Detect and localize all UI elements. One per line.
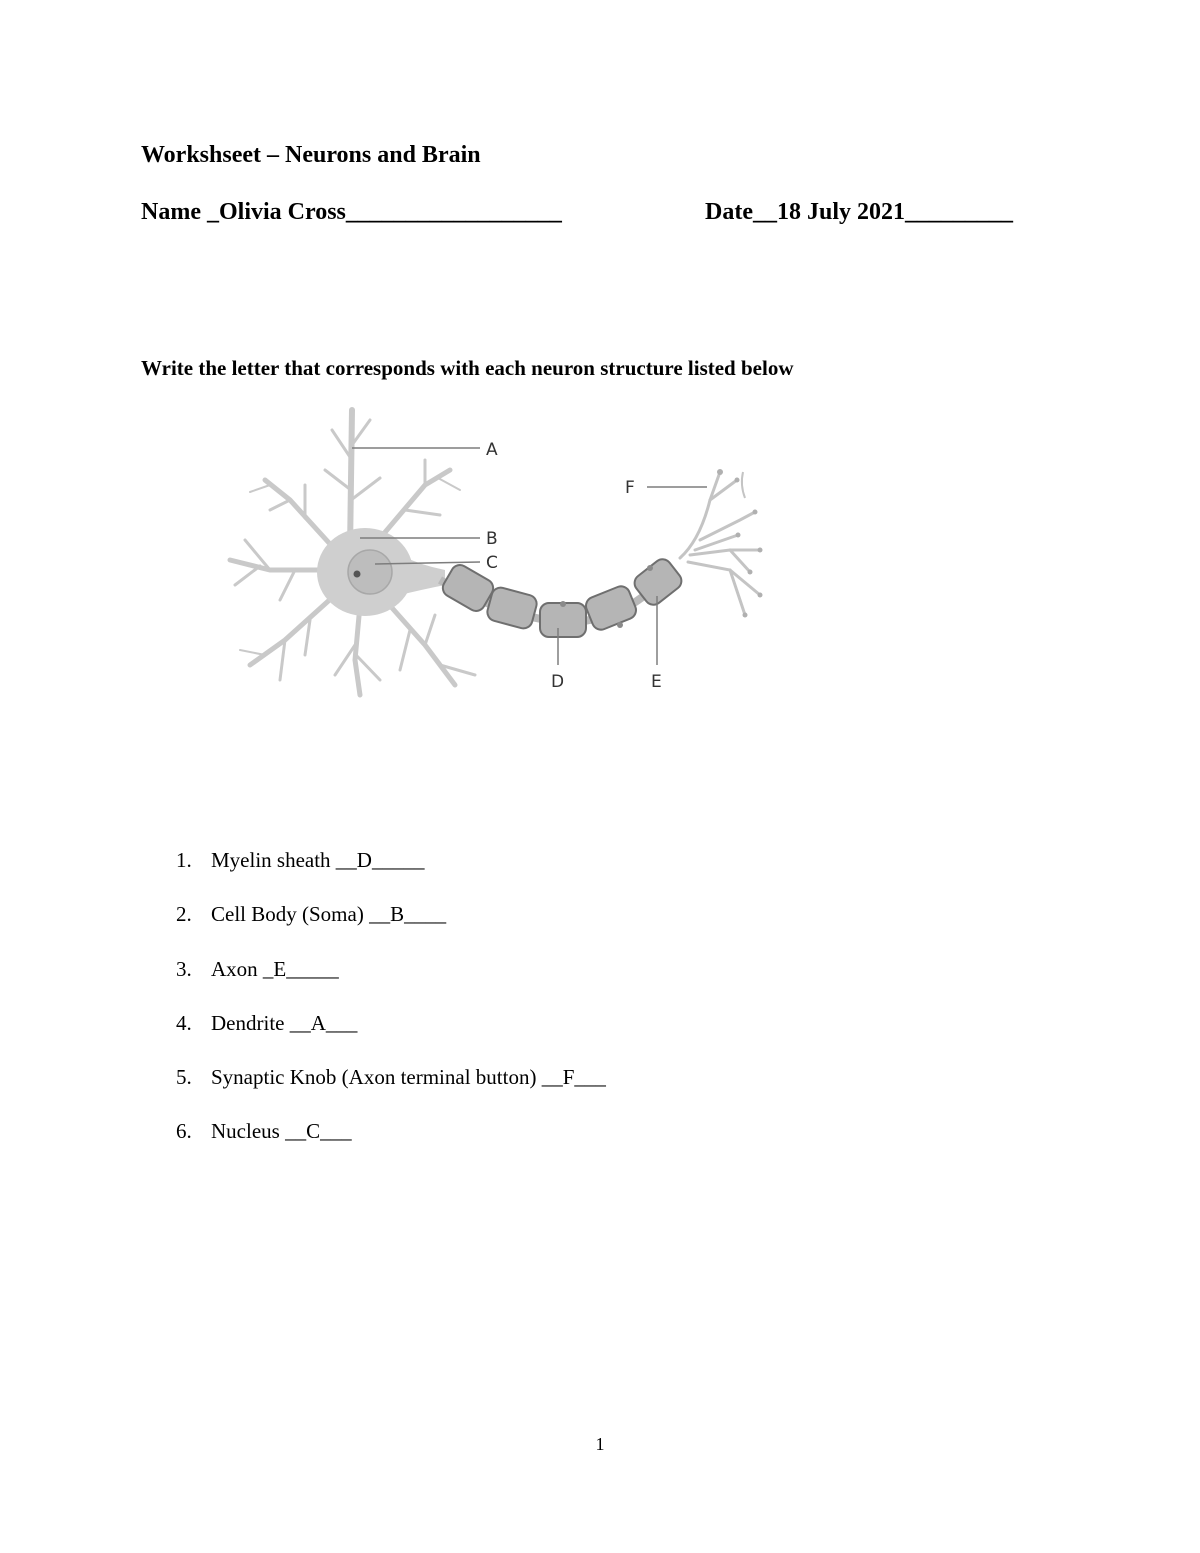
label-b: B bbox=[486, 529, 498, 549]
list-item bbox=[176, 1065, 606, 1119]
answer-list bbox=[176, 848, 606, 1174]
list-item bbox=[176, 957, 606, 1011]
item-number: 4. bbox=[176, 1010, 192, 1035]
item-text: Synaptic Knob (Axon terminal button) __F___ bbox=[211, 1065, 606, 1090]
item-number: 6. bbox=[176, 1119, 192, 1144]
list-item bbox=[176, 1119, 606, 1173]
label-c: C bbox=[486, 553, 498, 573]
item-number: 1. bbox=[176, 848, 192, 872]
list-item bbox=[176, 1011, 606, 1065]
label-a: A bbox=[486, 440, 498, 460]
item-text: Dendrite __A___ bbox=[211, 1010, 358, 1035]
item-text: Myelin sheath __D_____ bbox=[211, 848, 425, 872]
axon-hillock bbox=[400, 555, 445, 595]
label-d: D bbox=[551, 672, 565, 692]
item-number: 5. bbox=[176, 1065, 192, 1090]
date-line: Date__18 July 2021_________ bbox=[705, 199, 1013, 225]
nucleolus bbox=[354, 571, 361, 578]
item-text: Cell Body (Soma) __B____ bbox=[211, 902, 447, 927]
list-item bbox=[176, 848, 606, 902]
student-name-line: Name _Olivia Cross__________________ bbox=[141, 199, 562, 225]
axon-terminals bbox=[680, 472, 760, 615]
item-text: Nucleus __C___ bbox=[211, 1119, 352, 1144]
item-number: 3. bbox=[176, 956, 192, 981]
neuron-diagram bbox=[210, 400, 790, 705]
instruction-text: Write the letter that corresponds with each neuron structure listed below bbox=[141, 356, 794, 380]
page-number: 1 bbox=[595, 1434, 605, 1454]
list-item bbox=[176, 902, 606, 956]
item-text: Axon _E_____ bbox=[211, 956, 339, 981]
worksheet-title: Workshseet – Neurons and Brain bbox=[141, 142, 481, 168]
label-f: F bbox=[625, 478, 635, 498]
target-cell bbox=[742, 472, 745, 498]
label-e: E bbox=[651, 672, 662, 692]
item-number: 2. bbox=[176, 902, 192, 927]
